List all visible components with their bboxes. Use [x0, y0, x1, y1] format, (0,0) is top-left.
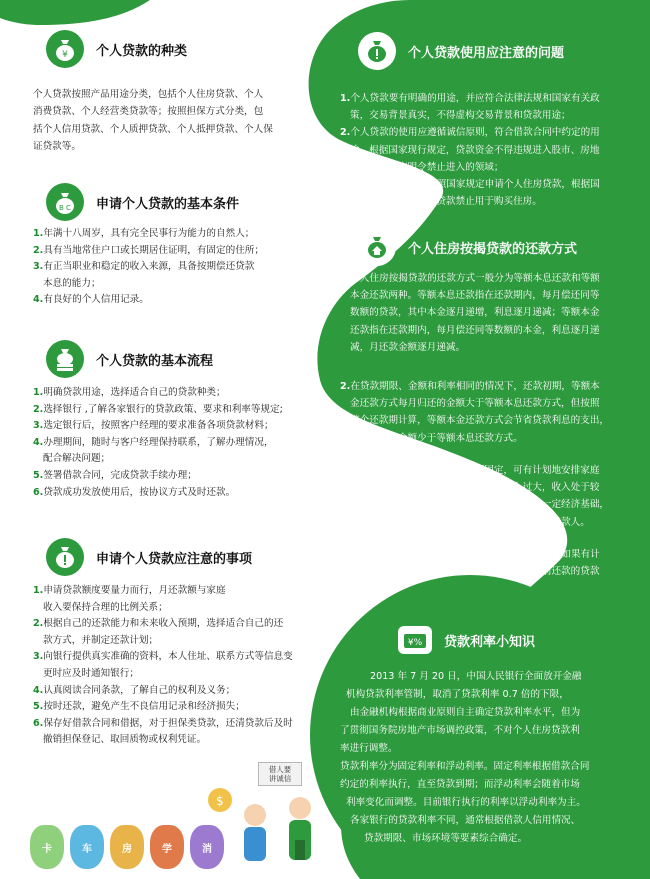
repayment-methods-list-2	[340, 378, 640, 447]
repayment-methods-list-3	[340, 546, 640, 598]
section-title: 申请个人贷款应注意的事项	[96, 551, 253, 567]
sign-board: 借人要 讲诚信	[258, 762, 302, 786]
list-item: 合同内容。	[350, 583, 398, 595]
text-line: 能承担前期较大还款压力，且有提前还款计划的借款人。	[350, 516, 590, 528]
list-item: 1.明确贷款用途，选择适合自己的贷款种类；	[33, 387, 226, 398]
list-item: 本息的能力；	[43, 277, 101, 289]
list-item: 更时应及时通知银行；	[43, 667, 139, 679]
text-line: 括个人信用贷款、个人质押贷款、个人抵押贷款、个人保	[33, 123, 273, 135]
list-item: 3.贷款购买住房，应按照国家规定申请个人住房贷款，根据国	[340, 179, 600, 191]
usage-notes-list	[340, 90, 640, 210]
text-line: 机构贷款利率管制，取消了贷款利率 0.7 倍的下限，	[346, 689, 569, 700]
list-item: 2.根据自己的还款能力和未来收入预期，选择适合自己的还	[33, 618, 284, 630]
list-item: 4.办理期间，随时与客户经理保持联系，了解办理情况，	[33, 436, 274, 448]
text-line: 支出，适合经济条件不允许前期还款投入过大，收入处于较	[350, 482, 600, 494]
svg-text:B C: B C	[59, 204, 71, 212]
list-item: 5.按时还款，避免产生不良信用记录和经济损失；	[33, 701, 245, 713]
alert-bag-icon	[358, 32, 396, 70]
money-bag-icon: 房	[110, 825, 144, 869]
money-bag-icon: 卡	[30, 825, 64, 869]
section-title: 个人贷款的种类	[96, 43, 188, 59]
list-item: 1.个人贷款要有明确的用途，并应符合法律法规和国家有关政	[340, 93, 600, 104]
section-application-notes-header	[46, 538, 252, 576]
list-item: 3.有正当职业和稳定的收入来源，具备按期偿还贷款	[33, 261, 255, 273]
list-item: 撤销担保登记、取回质物或权利凭证。	[43, 734, 207, 746]
text-line: 率进行调整。	[340, 743, 398, 754]
rate-card-icon	[398, 626, 432, 654]
list-item: 家现行规定，消费性贷款禁止用于购买住房。	[350, 196, 542, 208]
svg-text:¥: ¥	[62, 50, 68, 60]
list-item: 6.保存好借款合同和借据，对于担保类贷款，还清贷款后及时	[33, 717, 293, 729]
repayment-comparison-paragraph	[350, 462, 642, 531]
coin-stack-icon	[46, 340, 84, 378]
loan-types-paragraph	[33, 86, 313, 156]
svg-text:$: $	[216, 794, 224, 808]
text-line: 等额本息还款方式每月还款金额固定，可有计划地安排家庭	[350, 465, 600, 476]
list-item: 金还款方式每月归还的金额大于等额本息还款方式，但按照	[350, 398, 600, 410]
section-title: 个人贷款使用应注意的问题	[408, 45, 565, 61]
list-item: 款方式，并制定还款计划；	[43, 634, 159, 646]
alert-bag-icon	[46, 538, 84, 576]
section-usage-notes-header	[358, 32, 564, 70]
text-line: 约定的利率执行，直至贷款到期；而浮动利率会随着市场	[340, 779, 580, 790]
section-basic-conditions-header	[46, 183, 239, 221]
text-line: 2013 年 7 月 20 日，中国人民银行全面放开金融	[370, 671, 582, 682]
text-line: 稳定状态的借款人；等额本金还款方式适合有一定经济基础，	[350, 499, 610, 511]
list-item: 3.不同银行对于提前还款的要求、约束与规定不同，如果有计	[340, 549, 600, 560]
section-basic-process-header	[46, 340, 213, 378]
section-repayment-methods-header	[358, 228, 577, 266]
list-item: 本金还款两种。等额本息还款指在还款期内，每月偿还同等	[350, 290, 600, 302]
basic-conditions-list	[33, 226, 318, 309]
house-bag-icon	[358, 228, 396, 266]
text-line: 贷款期限、市场环境等要素综合确定。	[364, 833, 528, 844]
list-item: 4.有良好的个人信用记录。	[33, 294, 149, 306]
text-line: 消费贷款、个人经营类贷款等；按照担保方式分类，包	[33, 106, 264, 118]
list-item: 还款支付总金额少于等额本息还款方式。	[350, 432, 523, 444]
list-item: 减，月还款金额逐月递减。	[350, 341, 466, 353]
text-line: 由金融机构根据商业原则自主确定贷款利率水平，但为	[350, 707, 581, 718]
list-item: 收入要保持合理的比例关系；	[43, 601, 168, 613]
list-item: 配合解决问题；	[43, 453, 111, 465]
section-title: 个人贷款的基本流程	[96, 353, 214, 369]
text-line: 个人贷款按照产品用途分类，包括个人住房贷款、个人	[33, 89, 264, 100]
list-item: 1.申请贷款额度要量力而行，月还款额与家庭	[33, 585, 226, 596]
list-item: 2.具有当地常住户口或长期居住证明，有固定的住所；	[33, 244, 264, 256]
section-title: 申请个人贷款的基本条件	[96, 196, 240, 212]
section-title: 个人住房按揭贷款的还款方式	[408, 241, 578, 257]
list-item: 数额的贷款，其中本金逐月递增，利息逐月递减；等额本金	[350, 307, 600, 319]
money-bag-icon: 车	[70, 825, 104, 869]
repayment-methods-list-1	[340, 270, 640, 356]
list-item: 2.个人贷款的使用应遵循诚信原则，符合借款合同中约定的用	[340, 127, 600, 139]
list-item: 3.选定银行后，按照客户经理的要求准备各项贷款材料；	[33, 420, 274, 432]
interest-rate-paragraph	[340, 668, 640, 848]
section-title: 贷款利率小知识	[444, 634, 536, 650]
application-notes-list	[33, 583, 328, 749]
list-item: 还款指在还款期内，每月偿还同等数额的本金，利息逐月递	[350, 324, 600, 336]
list-item: 产开发等国家明令禁止进入的领域；	[350, 161, 504, 173]
section-interest-rate-header	[398, 626, 535, 654]
text-line: 贷款利率分为固定利率和浮动利率。固定利率根据借款合同	[340, 761, 590, 772]
text-line: 各家银行的贷款利率不同，通常根据借款人信用情况、	[350, 815, 581, 826]
list-item: 策，交易背景真实，不得虚构交易背景和贷款用途；	[350, 110, 571, 122]
list-item: 2.选择银行 ,了解各家银行的贷款政策、要求和利率等规定;	[33, 403, 283, 415]
list-item: 整个还款期计算，等额本金还款方式会节省贷款利息的支出，	[350, 415, 610, 427]
list-item: 4.认真阅读合同条款，了解自己的权利及义务；	[33, 684, 236, 696]
text-line: 了贯彻国务院房地产市场调控政策，不对个人住房贷款利	[340, 725, 580, 736]
money-bag-icon	[46, 30, 84, 68]
text-line: 利率变化而调整。目前银行执行的利率以浮动利率为主。	[346, 797, 586, 808]
list-item: 6.贷款成功发放使用后，按协议方式及时还款。	[33, 486, 236, 498]
svg-text:¥%: ¥%	[407, 638, 423, 648]
text-line: 证贷款等。	[33, 141, 81, 153]
list-item: 1.年满十八周岁，具有完全民事行为能力的自然人；	[33, 228, 255, 239]
money-bag-icon	[46, 183, 84, 221]
list-item: 途，根据国家现行规定，贷款资金不得违规进入股市、房地	[350, 144, 600, 156]
list-item: 5.签署借款合同，完成贷款手续办理；	[33, 469, 197, 481]
section-loan-types-header	[46, 30, 187, 68]
people-illustration	[200, 780, 330, 870]
list-item: 1.个人住房按揭贷款的还款方式一般分为等额本息还款和等额	[340, 273, 600, 284]
money-bag-icon: 学	[150, 825, 184, 869]
list-item: 2.在贷款期限、金额和利率相同的情况下，还款初期，等额本	[340, 381, 600, 392]
money-bag-icon: 消	[190, 825, 224, 869]
list-item: 划、有能力提前还款，在贷款时应关注有关提前还款的贷款	[350, 566, 600, 578]
money-bags-illustration	[30, 825, 224, 869]
basic-process-list	[33, 385, 323, 501]
list-item: 3.向银行提供真实准确的资料，本人住址、联系方式等信息变	[33, 651, 293, 663]
